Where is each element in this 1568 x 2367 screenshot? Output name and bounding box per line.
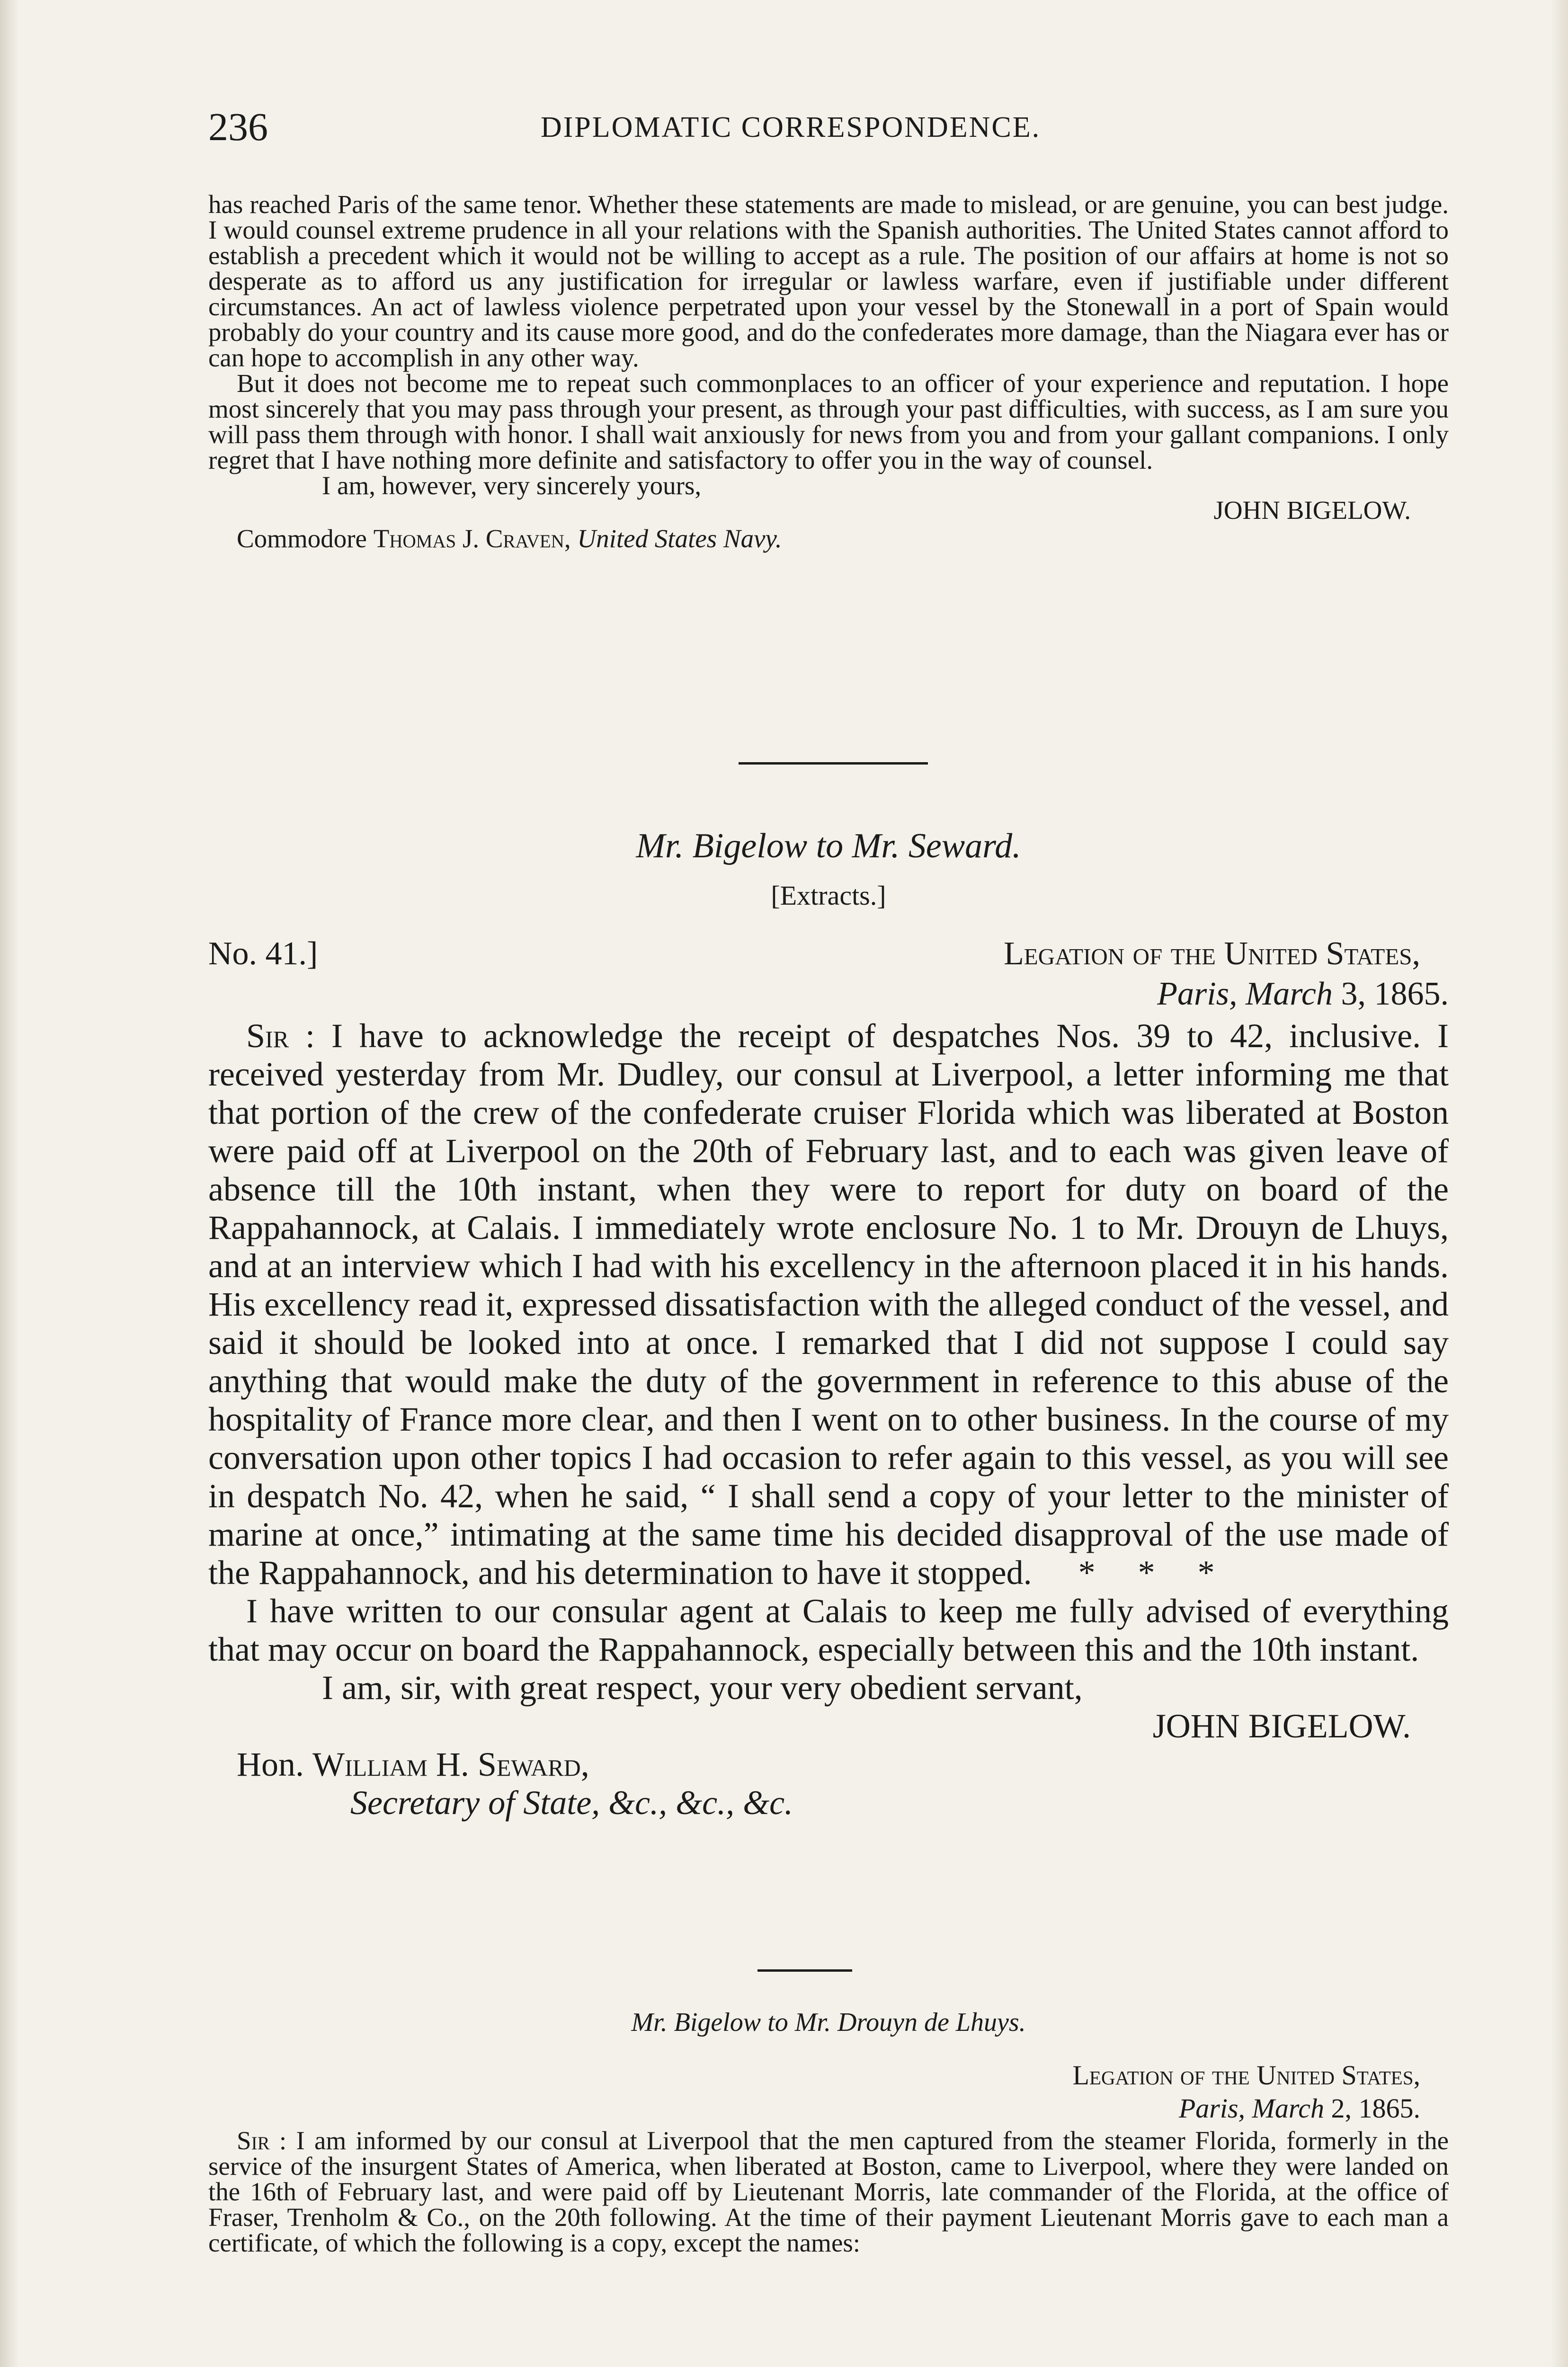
addressee-name: William H. Seward,: [312, 1745, 589, 1783]
letter2-closing: I am, sir, with great respect, your very obedient servant,: [322, 1669, 1083, 1707]
letter2-body: [208, 1017, 1449, 1822]
despatch-number: No. 41.]: [208, 935, 318, 972]
addressee-prefix: Hon.: [237, 1745, 304, 1783]
letter3-paragraph-1-text: I am informed by our consul at Liverpool that the men captured from the steamer Florida, formerly in the service of the insurgent States of America, when liberated at Boston, came to Liverpool, where they were landed on the 16th of February last, and were paid off by Lieutenant Morris, late commander of the Florida, at the office of Fraser, Trenholm & Co., on the 20th following. At the time of their payment Lieutenant Morris gave to each man a certificate, of which the following is a copy, except the names:: [208, 2126, 1449, 2257]
addressee-name: Thomas J. Craven,: [373, 524, 571, 553]
running-title: DIPLOMATIC CORRESPONDENCE.: [540, 111, 1041, 143]
section-divider: [739, 762, 928, 765]
date-year: 3, 1865.: [1341, 976, 1449, 1012]
letter1-paragraph-1: has reached Paris of the same tenor. Whether these statements are made to mislead, or are genuine, you can best judge. I would counsel extreme prudence in all your relations with the Spanish authorities. The United States cannot afford to establish a precedent which it would not be willing to accept as a rule. The position of our affairs at home is not so desperate as to afford us any justification for irregular or lawless warfare, even if justifiable under different circumstances. An act of lawless violence perpetrated upon your vessel by the Stonewall in a port of Spain would probably do your country and its cause more good, and do the confederates more damage, than the Niagara ever has or can hope to accomplish in any other way.: [208, 190, 1449, 372]
addressee-title: Commodore: [237, 524, 367, 553]
date-month: March: [1245, 976, 1333, 1012]
date-year: 2, 1865.: [1331, 2093, 1420, 2124]
salutation: Sir :: [246, 1017, 315, 1055]
letter2-extracts-note: [Extracts.]: [771, 880, 886, 911]
letter2-paragraph-1: [208, 1017, 1449, 1592]
letter1-body: [208, 192, 1449, 552]
letter3-paragraph-1: [208, 2128, 1449, 2256]
letter1-closing: I am, however, very sincerely yours,: [322, 471, 702, 500]
page-header: [208, 104, 1468, 161]
place: Paris,: [1157, 976, 1238, 1012]
letter3-place-date: [757, 2092, 1420, 2124]
omission-asterisks: * * *: [1078, 1554, 1215, 1592]
letter2-title: Mr. Bigelow to Mr. Seward.: [636, 827, 1021, 865]
salutation: Sir :: [237, 2126, 287, 2155]
letter2-addressee-role: Secretary of State, &c., &c., &c.: [350, 1784, 793, 1822]
letter3-title: Mr. Bigelow to Mr. Drouyn de Lhuys.: [631, 2008, 1026, 2037]
place: Paris,: [1178, 2093, 1246, 2124]
letter1-paragraph-2: But it does not become me to repeat such commonplaces to an officer of your experience and reputation. I hope most sincerely that you may pass through your present, as through your past difficulties, with success, as I am sure you will pass them through with honor. I shall wait anxiously for news from you and from your gallant companions. I only regret that I have nothing more definite and satisfactory to offer you in the way of counsel.: [208, 369, 1449, 474]
letter2-paragraph-1-text: I have to acknowledge the receipt of despatches Nos. 39 to 42, inclusive. I received yesterday from Mr. Dudley, our consul at Liverpool, a letter informing me that that portion of the crew of the confederate cruiser Florida which was liberated at Boston were paid off at Liverpool on the 20th of February last, and to each was given leave of absence till the 10th instant, when they were to report for duty on board of the Rappahannock, at Calais. I immediately wrote enclosure No. 1 to Mr. Drouyn de Lhuys, and at an interview which I had with his excellency in the afternoon placed it in his hands. His excellency read it, expressed dissatisfaction with the alleged conduct of the vessel, and said it should be looked into at once. I remarked that I did not suppose I could say anything that would make the duty of the government in reference to this abuse of the hospitality of France more clear, and then I went on to other business. In the course of my conversation upon other topics I had occasion to refer again to this vessel, as you will see in despatch No. 42, when he said, “ I shall send a copy of your letter to the minister of marine at once,” intimating at the same time his decided disapproval of the use made of the Rappahannock, and his determination to have it stopped.: [208, 1017, 1449, 1592]
letter1-addressee: [208, 526, 1449, 552]
page-binding-shadow: [0, 0, 19, 2367]
page-number: 236: [208, 105, 268, 149]
letter2-legation: Legation of the United States,: [1004, 935, 1420, 972]
letter3-legation: Legation of the United States,: [1072, 2060, 1420, 2091]
letter1-signature: JOHN BIGELOW.: [1213, 496, 1411, 525]
section-divider-short: [757, 1969, 852, 1972]
page-edge-shadow: [1551, 0, 1568, 2367]
date-month: March: [1252, 2093, 1324, 2124]
letter3-body: [208, 2128, 1449, 2256]
letter2-addressee: [208, 1745, 1449, 1784]
letter2-place-date: [757, 975, 1449, 1013]
addressee-role: United States Navy.: [577, 524, 782, 553]
letter2-paragraph-2: I have written to our consular agent at Calais to keep me fully advised of everything that may occur on board the Rappahannock, especially between this and the 10th instant.: [208, 1592, 1449, 1668]
letter2-signature: JOHN BIGELOW.: [1152, 1707, 1411, 1745]
